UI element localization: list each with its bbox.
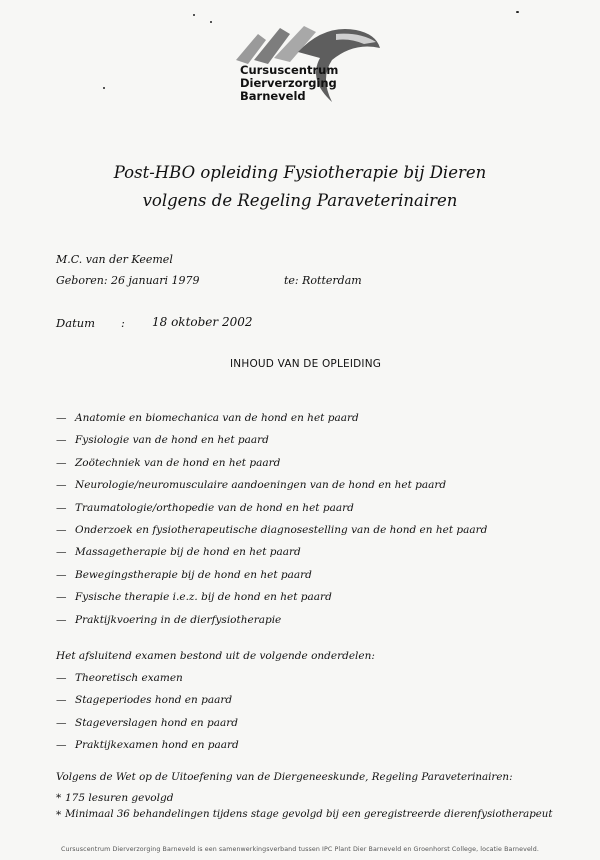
document-title-line-1: Post-HBO opleiding Fysiotherapie bij Dieren <box>113 163 487 182</box>
dash-marker: — <box>56 479 67 492</box>
bullet-marker: * <box>56 809 62 821</box>
exam-intro: Het afsluitend examen bestond uit de volgende onderdelen: <box>56 650 375 662</box>
dash-marker: — <box>56 523 67 536</box>
date-value: 18 oktober 2002 <box>152 315 253 329</box>
dash-marker: — <box>56 716 67 729</box>
course-name: Traumatologie/orthopedie van de hond en het paard <box>75 501 354 514</box>
date-label: Datum <box>56 316 96 330</box>
dash-marker: — <box>56 591 67 604</box>
scan-speck <box>516 11 519 13</box>
exam-part: Stageperiodes hond en paard <box>75 694 233 707</box>
section-heading: INHOUD VAN DE OPLEIDING <box>230 358 382 370</box>
dash-marker: — <box>56 501 67 514</box>
course-name: Neurologie/neuromusculaire aandoeningen van de hond en het paard <box>75 479 447 492</box>
course-name: Praktijkvoering in de dierfysiotherapie <box>75 613 282 626</box>
document-title-line-2: volgens de Regeling Paraveterinairen <box>142 191 458 210</box>
dash-marker: — <box>56 412 67 424</box>
birth-date: Geboren: 26 januari 1979 <box>56 274 200 287</box>
dash-marker: — <box>56 568 67 581</box>
scan-speck <box>193 14 195 16</box>
student-name: M.C. van der Keemel <box>56 253 173 266</box>
dash-marker: — <box>56 434 67 447</box>
dash-marker: — <box>56 613 67 626</box>
logo-line-3: Barneveld <box>240 89 306 103</box>
course-name: Anatomie en biomechanica van de hond en het paard <box>75 412 359 424</box>
course-name: Fysiologie van de hond en het paard <box>75 434 269 447</box>
bullet-marker: * <box>56 792 62 804</box>
course-name: Zoötechniek van de hond en het paard <box>75 456 281 469</box>
logo-line-1: Cursuscentrum <box>240 63 339 77</box>
course-name: Massagetherapie bij de hond en het paard <box>75 546 301 559</box>
scan-speck <box>103 87 105 89</box>
course-name: Onderzoek en fysiotherapeutische diagnosestelling van de hond en het paard <box>75 523 488 536</box>
logo-line-2: Dierverzorging <box>240 76 337 90</box>
dash-marker: — <box>56 456 67 469</box>
law-text: Volgens de Wet op de Uitoefening van de Diergeneeskunde, Regeling Paraveterinairen: <box>56 771 513 783</box>
exam-part: Stageverslagen hond en paard <box>75 716 239 729</box>
requirement-text: Minimaal 36 behandelingen tijdens stage gevolgd bij een geregistreerde dierenfysiotherapeut <box>65 809 553 820</box>
dash-marker: — <box>56 546 67 559</box>
course-name: Fysische therapie i.e.z. bij de hond en het paard <box>75 591 332 604</box>
logo-wordmark <box>240 64 338 103</box>
institute-logo <box>228 18 388 113</box>
course-name: Bewegingstherapie bij de hond en het paard <box>75 568 312 581</box>
dash-marker: — <box>56 694 67 707</box>
footer-note: Cursuscentrum Dierverzorging Barneveld is een samenwerkingsverband tussen IPC Plant Dier Barneveld en Groenhorst College, locatie Barneveld. <box>61 846 539 853</box>
birth-place: te: Rotterdam <box>284 274 362 287</box>
exam-part: Theoretisch examen <box>75 672 183 684</box>
requirement-text: 175 lesuren gevolgd <box>65 792 174 804</box>
dash-marker: — <box>56 672 67 684</box>
exam-part: Praktijkexamen hond en paard <box>75 739 239 752</box>
dash-marker: — <box>56 739 67 752</box>
date-separator: : <box>121 316 125 330</box>
scan-speck <box>210 21 212 23</box>
